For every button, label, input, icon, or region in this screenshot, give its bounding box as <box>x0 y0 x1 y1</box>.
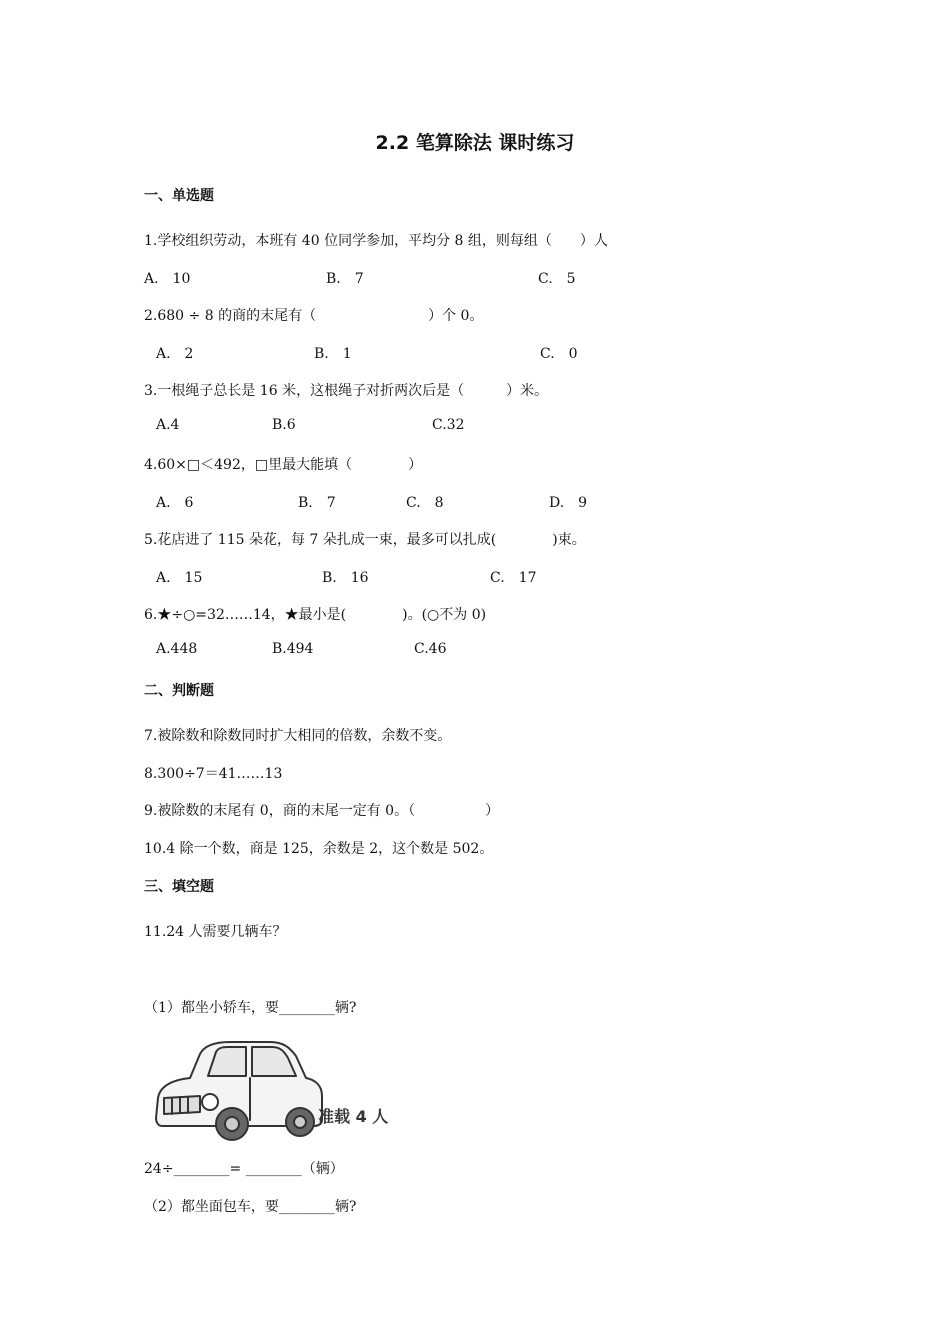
question-2-option-a: A. 2 <box>156 346 194 362</box>
question-4-option-c: C. 8 <box>406 495 444 511</box>
division-equation: 24÷________= ________（辆） <box>144 1161 344 1177</box>
section-heading-true-false: 二、判断题 <box>144 683 214 699</box>
question-7: 7.被除数和除数同时扩大相同的倍数，余数不变。 <box>144 728 452 744</box>
question-2-option-b: B. 1 <box>314 346 352 362</box>
question-4: 4.60×□＜492，□里最大能填（ ） <box>144 457 423 473</box>
question-1-option-a: A. 10 <box>144 271 191 287</box>
section-heading-fill-blank: 三、填空题 <box>144 879 214 895</box>
question-11-part-1: （1）都坐小轿车，要________辆? <box>144 1000 357 1016</box>
question-6: 6.★÷○=32……14，★最小是( )。(○不为 0) <box>144 607 487 623</box>
question-9: 9.被除数的末尾有 0，商的末尾一定有 0。（ ） <box>144 803 500 819</box>
section-heading-single-choice: 一、单选题 <box>144 188 214 204</box>
question-3-option-b: B.6 <box>272 417 296 433</box>
question-10: 10.4 除一个数，商是 125，余数是 2，这个数是 502。 <box>144 841 494 857</box>
question-6-option-c: C.46 <box>414 641 447 657</box>
question-11-part-2: （2）都坐面包车，要________辆? <box>144 1199 357 1215</box>
page-title: 2.2 笔算除法 课时练习 <box>375 132 575 154</box>
question-1-option-c: C. 5 <box>538 271 576 287</box>
question-5-option-a: A. 15 <box>156 570 203 586</box>
question-1: 1.学校组织劳动，本班有 40 位同学参加，平均分 8 组，则每组（ ）人 <box>144 233 608 249</box>
car-illustration <box>150 1036 400 1144</box>
car-capacity-label: 准载 4 人 <box>318 1107 389 1126</box>
question-3-option-c: C.32 <box>432 417 465 433</box>
question-2: 2.680 ÷ 8 的商的末尾有（ ）个 0。 <box>144 308 484 324</box>
question-8: 8.300÷7＝41……13 <box>144 766 283 782</box>
question-6-option-b: B.494 <box>272 641 314 657</box>
question-5: 5.花店进了 115 朵花，每 7 朵扎成一束，最多可以扎成( )束。 <box>144 532 586 548</box>
question-4-option-d: D. 9 <box>549 495 588 511</box>
question-2-option-c: C. 0 <box>540 346 578 362</box>
question-3: 3.一根绳子总长是 16 米，这根绳子对折两次后是（ ）米。 <box>144 383 549 399</box>
question-6-option-a: A.448 <box>156 641 198 657</box>
question-4-option-b: B. 7 <box>298 495 336 511</box>
question-11: 11.24 人需要几辆车？ <box>144 924 287 940</box>
question-3-option-a: A.4 <box>156 417 180 433</box>
question-4-option-a: A. 6 <box>156 495 194 511</box>
question-1-option-b: B. 7 <box>326 271 364 287</box>
question-5-option-c: C. 17 <box>490 570 537 586</box>
question-5-option-b: B. 16 <box>322 570 369 586</box>
